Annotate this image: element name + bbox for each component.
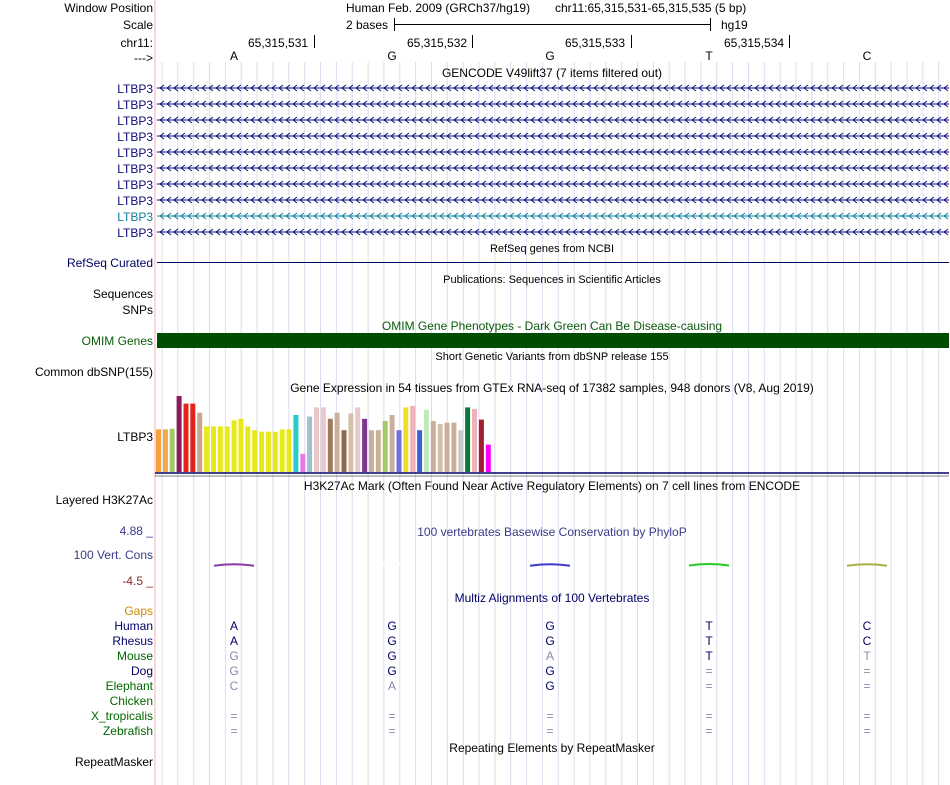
refseq-label[interactable]: RefSeq Curated bbox=[66, 256, 153, 270]
multiz-species-label[interactable]: Rhesus bbox=[112, 634, 153, 648]
multiz-gaps-label[interactable]: Gaps bbox=[124, 604, 153, 618]
gencode-transcript-label[interactable]: LTBP3 bbox=[117, 178, 153, 192]
multiz-species-label[interactable]: Dog bbox=[130, 664, 153, 678]
multiz-aligned-base: = bbox=[546, 724, 554, 738]
gencode-transcript-label[interactable]: LTBP3 bbox=[117, 82, 153, 96]
dbsnp-track-title[interactable]: Short Genetic Variants from dbSNP release 155 bbox=[435, 351, 669, 363]
multiz-track-title[interactable]: Multiz Alignments of 100 Vertebrates bbox=[454, 591, 650, 605]
strand-label: ---> bbox=[134, 51, 153, 65]
gencode-transcript-label[interactable]: LTBP3 bbox=[117, 226, 153, 240]
multiz-aligned-base: = bbox=[705, 679, 713, 693]
multiz-aligned-base: G bbox=[387, 634, 397, 648]
gencode-transcript-label[interactable]: LTBP3 bbox=[117, 114, 153, 128]
gencode-track-title[interactable]: GENCODE V49lift37 (7 items filtered out) bbox=[441, 66, 663, 80]
gtex-track-title[interactable]: Gene Expression in 54 tissues from GTEx RNA-seq of 17382 samples, 948 donors (V8, Aug 2019) bbox=[290, 381, 814, 395]
multiz-species-label[interactable]: Chicken bbox=[109, 694, 153, 708]
db-label: hg19 bbox=[721, 18, 748, 32]
multiz-aligned-base: G bbox=[387, 649, 397, 663]
multiz-aligned-base: = bbox=[705, 709, 713, 723]
pubs-sequences-label[interactable]: Sequences bbox=[92, 287, 153, 301]
gencode-transcript-label[interactable]: LTBP3 bbox=[117, 162, 153, 176]
multiz-species-label[interactable]: X_tropicalis bbox=[90, 709, 153, 723]
multiz-aligned-base: = bbox=[863, 709, 871, 723]
ruler-coord: 65,315,532 bbox=[407, 36, 468, 50]
multiz-species-label[interactable]: Zebrafish bbox=[102, 724, 153, 738]
refseq-track-title[interactable]: RefSeq genes from NCBI bbox=[489, 243, 615, 255]
phylop-label[interactable]: 100 Vert. Cons bbox=[73, 548, 153, 562]
multiz-aligned-base: T bbox=[705, 619, 713, 633]
multiz-aligned-base: G bbox=[545, 634, 555, 648]
multiz-aligned-base: T bbox=[863, 649, 871, 663]
ref-base: A bbox=[229, 49, 239, 63]
phylop-max-label: 4.88 _ bbox=[119, 524, 153, 538]
multiz-aligned-base: G bbox=[387, 664, 397, 678]
multiz-aligned-base: A bbox=[545, 649, 555, 663]
gencode-transcript-label[interactable]: LTBP3 bbox=[117, 210, 153, 224]
multiz-aligned-base: = bbox=[230, 709, 238, 723]
multiz-aligned-base: = bbox=[230, 724, 238, 738]
phylop-score-mark bbox=[530, 564, 570, 566]
chrom-label: chr11: bbox=[120, 36, 153, 50]
omim-track-title[interactable]: OMIM Gene Phenotypes - Dark Green Can Be Disease-causing bbox=[381, 319, 723, 333]
multiz-aligned-base: = bbox=[388, 724, 396, 738]
scale-text: 2 bases bbox=[346, 18, 389, 32]
phylop-score-mark bbox=[372, 564, 412, 566]
ref-base: T bbox=[705, 49, 713, 63]
multiz-aligned-base: C bbox=[862, 634, 872, 648]
multiz-aligned-base: = bbox=[863, 664, 871, 678]
gencode-transcript-label[interactable]: LTBP3 bbox=[117, 194, 153, 208]
ref-base: C bbox=[862, 49, 872, 63]
dbsnp-label[interactable]: Common dbSNP(155) bbox=[34, 365, 153, 379]
multiz-species-label[interactable]: Human bbox=[114, 619, 153, 633]
multiz-species-label[interactable]: Mouse bbox=[116, 649, 153, 663]
multiz-aligned-base: = bbox=[863, 724, 871, 738]
ruler-coord: 65,315,534 bbox=[724, 36, 785, 50]
phylop-score-mark bbox=[214, 564, 254, 566]
pubs-snps-label[interactable]: SNPs bbox=[122, 303, 153, 317]
phylop-score-mark bbox=[847, 564, 887, 566]
phylop-track-title[interactable]: 100 vertebrates Basewise Conservation by PhyloP bbox=[417, 525, 687, 539]
gtex-label[interactable]: LTBP3 bbox=[117, 430, 153, 444]
multiz-aligned-base: = bbox=[705, 724, 713, 738]
multiz-aligned-base: = bbox=[863, 679, 871, 693]
window-position-label: Window Position bbox=[64, 1, 153, 15]
multiz-aligned-base: G bbox=[229, 664, 239, 678]
multiz-aligned-base: A bbox=[229, 619, 239, 633]
phylop-score-mark bbox=[689, 564, 729, 566]
multiz-aligned-base: C bbox=[229, 679, 239, 693]
multiz-aligned-base: G bbox=[229, 649, 239, 663]
repeatmasker-label[interactable]: RepeatMasker bbox=[74, 755, 153, 769]
multiz-aligned-base: A bbox=[387, 679, 397, 693]
pubs-track-title[interactable]: Publications: Sequences in Scientific Articles bbox=[443, 274, 661, 286]
multiz-aligned-base: T bbox=[705, 649, 713, 663]
multiz-aligned-base: = bbox=[705, 664, 713, 678]
multiz-aligned-base: T bbox=[705, 634, 713, 648]
scale-label: Scale bbox=[122, 18, 153, 32]
ref-base: G bbox=[545, 49, 555, 63]
multiz-aligned-base: = bbox=[388, 709, 396, 723]
multiz-aligned-base: A bbox=[229, 634, 239, 648]
gencode-transcript-label[interactable]: LTBP3 bbox=[117, 146, 153, 160]
h3k27ac-label[interactable]: Layered H3K27Ac bbox=[55, 493, 153, 507]
repeatmasker-track-title[interactable]: Repeating Elements by RepeatMasker bbox=[449, 741, 655, 755]
position-readout: chr11:65,315,531-65,315,535 (5 bp) bbox=[555, 1, 747, 15]
multiz-aligned-base: G bbox=[545, 619, 555, 633]
multiz-species-label[interactable]: Elephant bbox=[105, 679, 153, 693]
assembly-title: Human Feb. 2009 (GRCh37/hg19) bbox=[346, 1, 531, 15]
ref-base: G bbox=[387, 49, 397, 63]
ruler-coord: 65,315,531 bbox=[248, 36, 309, 50]
multiz-aligned-base: G bbox=[545, 679, 555, 693]
gencode-transcript-label[interactable]: LTBP3 bbox=[117, 130, 153, 144]
gencode-transcript-label[interactable]: LTBP3 bbox=[117, 98, 153, 112]
multiz-aligned-base: = bbox=[546, 709, 554, 723]
omim-label[interactable]: OMIM Genes bbox=[81, 334, 153, 348]
phylop-min-label: -4.5 _ bbox=[122, 574, 153, 588]
multiz-aligned-base: C bbox=[862, 619, 872, 633]
ruler-coord: 65,315,533 bbox=[565, 36, 626, 50]
multiz-aligned-base: G bbox=[545, 664, 555, 678]
multiz-aligned-base: G bbox=[387, 619, 397, 633]
h3k27ac-track-title[interactable]: H3K27Ac Mark (Often Found Near Active Regulatory Elements) on 7 cell lines from ENCODE bbox=[303, 479, 801, 493]
